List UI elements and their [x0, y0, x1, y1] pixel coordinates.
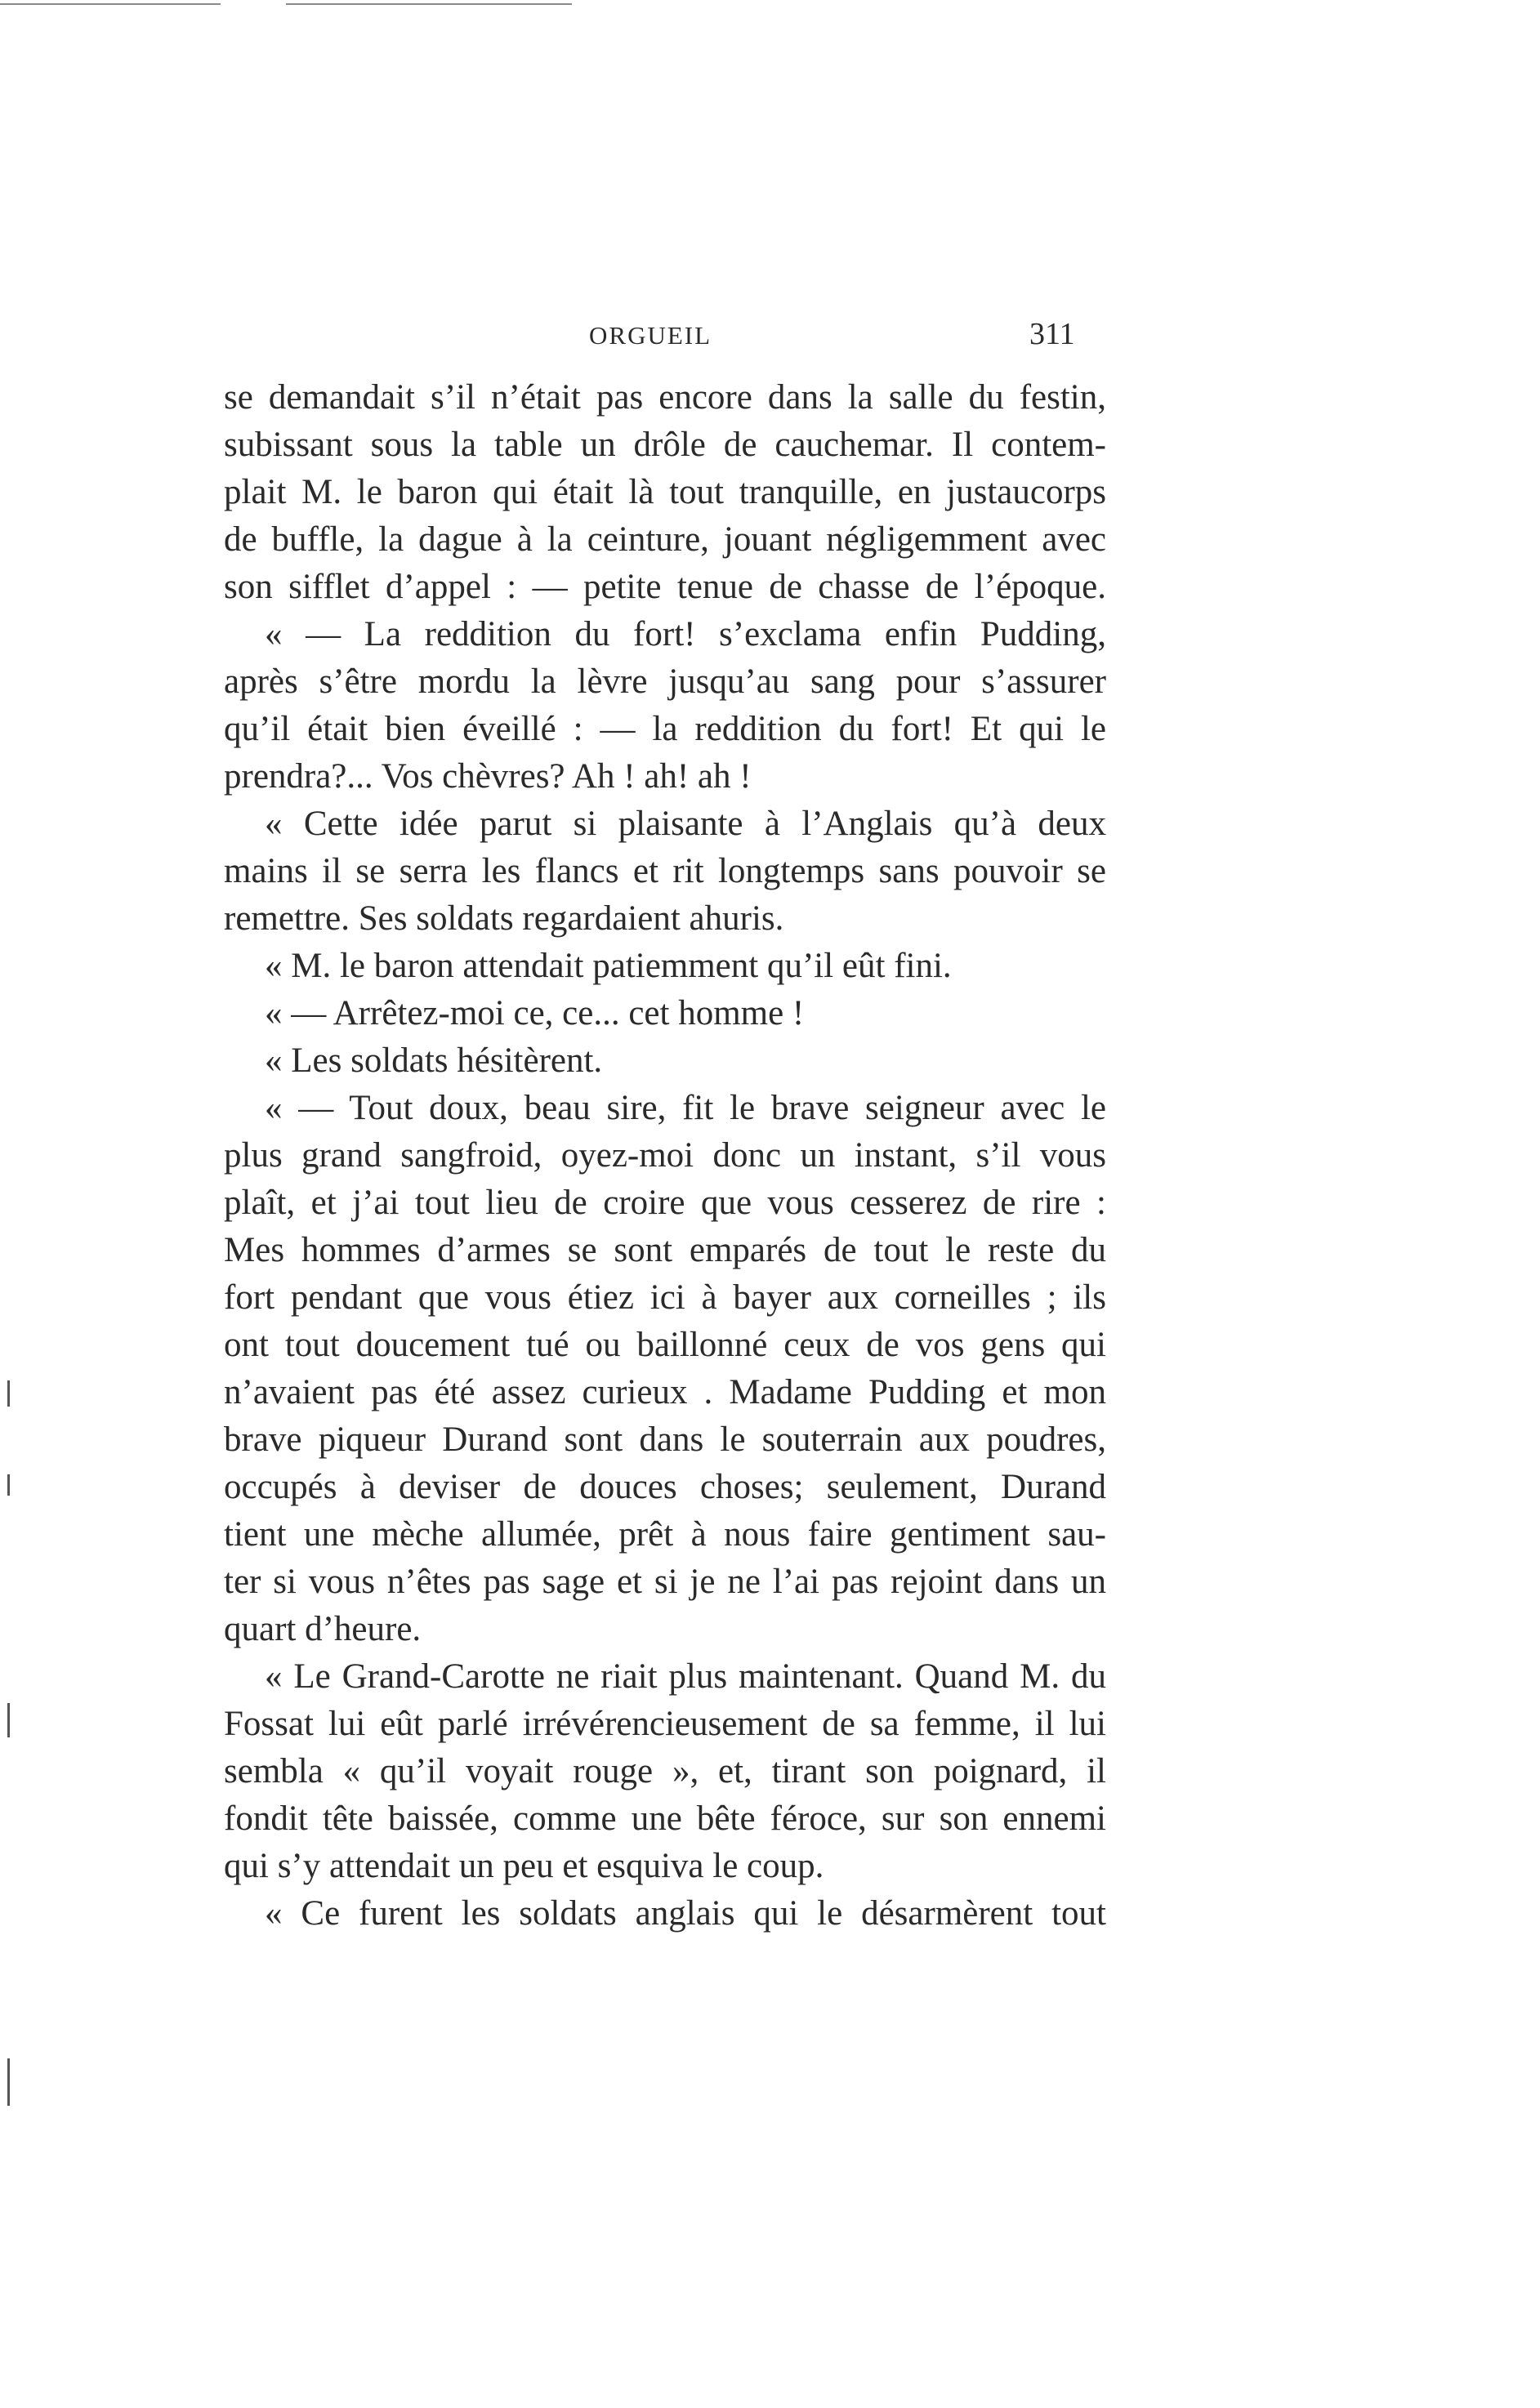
text-line: subissant sous la table un drôle de cauchemar. Il contem- [224, 426, 1106, 464]
text-line: « Ce furent les soldats anglais qui le désarmèrent tout [265, 1894, 1106, 1933]
text-line: son sifflet d’appel : — petite tenue de chasse de l’époque. [224, 568, 1106, 606]
page-number: 311 [1029, 317, 1075, 351]
text-line: brave piqueur Durand sont dans le souterrain aux poudres, [224, 1420, 1106, 1459]
text-line: plus grand sangfroid, oyez-moi donc un instant, s’il vous [224, 1136, 1106, 1175]
text-line: tient une mèche allumée, prêt à nous faire gentiment sau- [224, 1515, 1106, 1554]
text-line: de buffle, la dague à la ceinture, jouant négligemment avec [224, 520, 1106, 559]
text-line: remettre. Ses soldats regardaient ahuris. [224, 899, 784, 938]
text-line: ont tout doucement tué ou baillonné ceux de vos gens qui [224, 1326, 1106, 1364]
running-title: ORGUEIL [589, 321, 712, 350]
text-line: mains il se serra les flancs et rit longtemps sans pouvoir se [224, 852, 1106, 890]
text-line: « — La reddition du fort! s’exclama enfin Pudding, [265, 615, 1106, 653]
text-line: « Les soldats hésitèrent. [265, 1041, 603, 1080]
text-line: qui s’y attendait un peu et esquiva le coup. [224, 1847, 824, 1885]
text-line: se demandait s’il n’était pas encore dans la salle du festin, [224, 378, 1106, 417]
top-edge-rule-right [286, 3, 572, 5]
text-line: « Le Grand-Carotte ne riait plus maintenant. Quand M. du [265, 1657, 1106, 1696]
text-line: prendra?... Vos chèvres? Ah ! ah! ah ! [224, 757, 752, 796]
text-line: quart d’heure. [224, 1610, 422, 1648]
text-line: après s’être mordu la lèvre jusqu’au sang pour s’assurer [224, 662, 1106, 701]
text-line: plait M. le baron qui était là tout tranquille, en justaucorps [224, 473, 1106, 511]
top-edge-rule-left [0, 3, 221, 5]
gutter-mark [7, 1380, 10, 1407]
gutter-mark [7, 1474, 10, 1496]
text-line: fort pendant que vous étiez ici à bayer aux corneilles ; ils [224, 1278, 1106, 1317]
text-line: « Cette idée parut si plaisante à l’Anglais qu’à deux [265, 805, 1106, 843]
text-line: « M. le baron attendait patiemment qu’il eût fini. [265, 947, 952, 985]
text-line: « — Arrêtez-moi ce, ce... cet homme ! [265, 994, 805, 1032]
text-line: occupés à deviser de douces choses; seulement, Durand [224, 1468, 1106, 1506]
text-line: Fossat lui eût parlé irrévérencieusement de sa femme, il lui [224, 1705, 1106, 1743]
body-text [224, 374, 1106, 1938]
text-line: Mes hommes d’armes se sont emparés de tout le reste du [224, 1231, 1106, 1269]
gutter-mark [7, 2058, 10, 2106]
text-line: plaît, et j’ai tout lieu de croire que vous cesserez de rire : [224, 1184, 1106, 1222]
text-line: sembla « qu’il voyait rouge », et, tirant son poignard, il [224, 1752, 1106, 1790]
text-line: fondit tête baissée, comme une bête féroce, sur son ennemi [224, 1799, 1106, 1838]
text-line: ter si vous n’êtes pas sage et si je ne l’ai pas rejoint dans un [224, 1563, 1106, 1601]
text-line: « — Tout doux, beau sire, fit le brave seigneur avec le [265, 1089, 1106, 1127]
text-line: qu’il était bien éveillé : — la reddition du fort! Et qui le [224, 710, 1106, 748]
running-head [0, 317, 1540, 362]
text-line: n’avaient pas été assez curieux . Madame Pudding et mon [224, 1373, 1106, 1411]
gutter-mark [7, 1703, 10, 1737]
